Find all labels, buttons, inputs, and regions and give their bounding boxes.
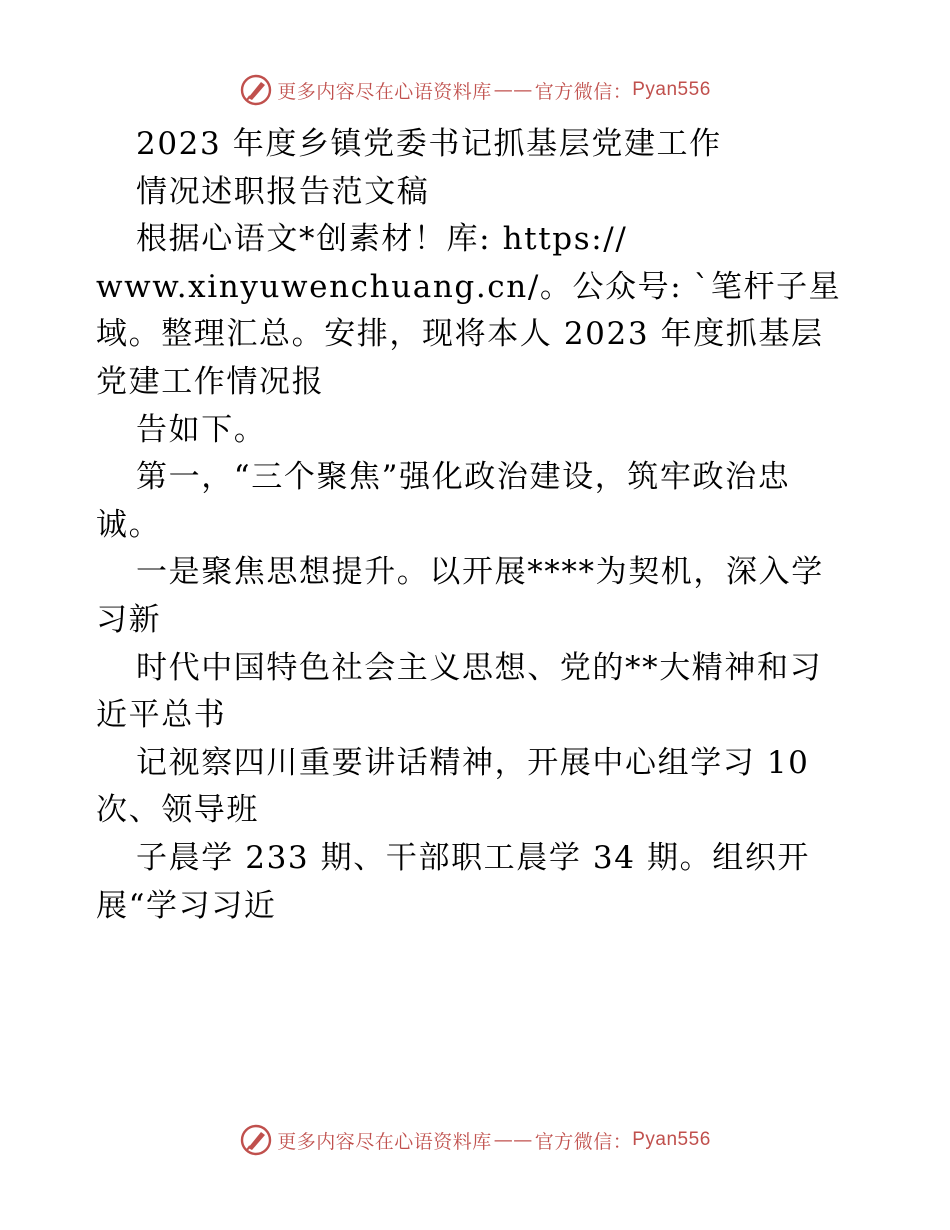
body-line: 域。整理汇总。安排，现将本人 2023 年度抓基层 bbox=[96, 316, 824, 353]
banner-wechat-label: 官方微信： bbox=[534, 80, 633, 103]
body-line: 记视察四川重要讲话精神，开展中心组学习 10 bbox=[136, 744, 810, 781]
body-line: 近平总书 bbox=[96, 697, 227, 734]
header-watermark-banner bbox=[0, 70, 950, 110]
body-line: 展“学习习近 bbox=[96, 887, 277, 924]
quill-logo-icon bbox=[239, 1123, 273, 1157]
quill-logo-icon bbox=[239, 73, 273, 107]
body-line: 次、领导班 bbox=[96, 792, 259, 829]
body-line: 子晨学 233 期、干部职工晨学 34 期。组织开 bbox=[136, 839, 811, 876]
body-line: 一是聚焦思想提升。以开展****为契机，深入学 bbox=[136, 554, 824, 591]
document-body bbox=[96, 121, 876, 930]
banner-text: 更多内容尽在心语资料库 bbox=[277, 80, 492, 103]
banner-separator: —— bbox=[493, 79, 533, 101]
body-line: 时代中国特色社会主义思想、党的**大精神和习 bbox=[136, 649, 823, 686]
section-heading-line: 诚。 bbox=[96, 506, 162, 543]
banner-text: 更多内容尽在心语资料库 bbox=[277, 1130, 492, 1153]
title-line-2: 情况述职报告范文稿 bbox=[136, 173, 430, 210]
body-line: 告如下。 bbox=[136, 411, 267, 448]
banner-separator: —— bbox=[493, 1129, 533, 1151]
banner-wechat-id: Pyan556 bbox=[632, 1129, 711, 1150]
footer-watermark-banner bbox=[0, 1120, 950, 1160]
section-heading-line: 第一，“三个聚焦”强化政治建设，筑牢政治忠 bbox=[136, 459, 791, 496]
body-line: www.xinyuwenchuang.cn/。公众号: `笔杆子星 bbox=[96, 268, 842, 305]
title-line-1: 2023 年度乡镇党委书记抓基层党建工作 bbox=[136, 126, 722, 162]
body-line: 习新 bbox=[96, 601, 162, 638]
body-line: 党建工作情况报 bbox=[96, 363, 325, 400]
banner-wechat-label: 官方微信： bbox=[534, 1130, 633, 1153]
banner-wechat-id: Pyan556 bbox=[632, 79, 711, 100]
body-line: 根据心语文*创素材！库: https:// bbox=[136, 221, 628, 258]
